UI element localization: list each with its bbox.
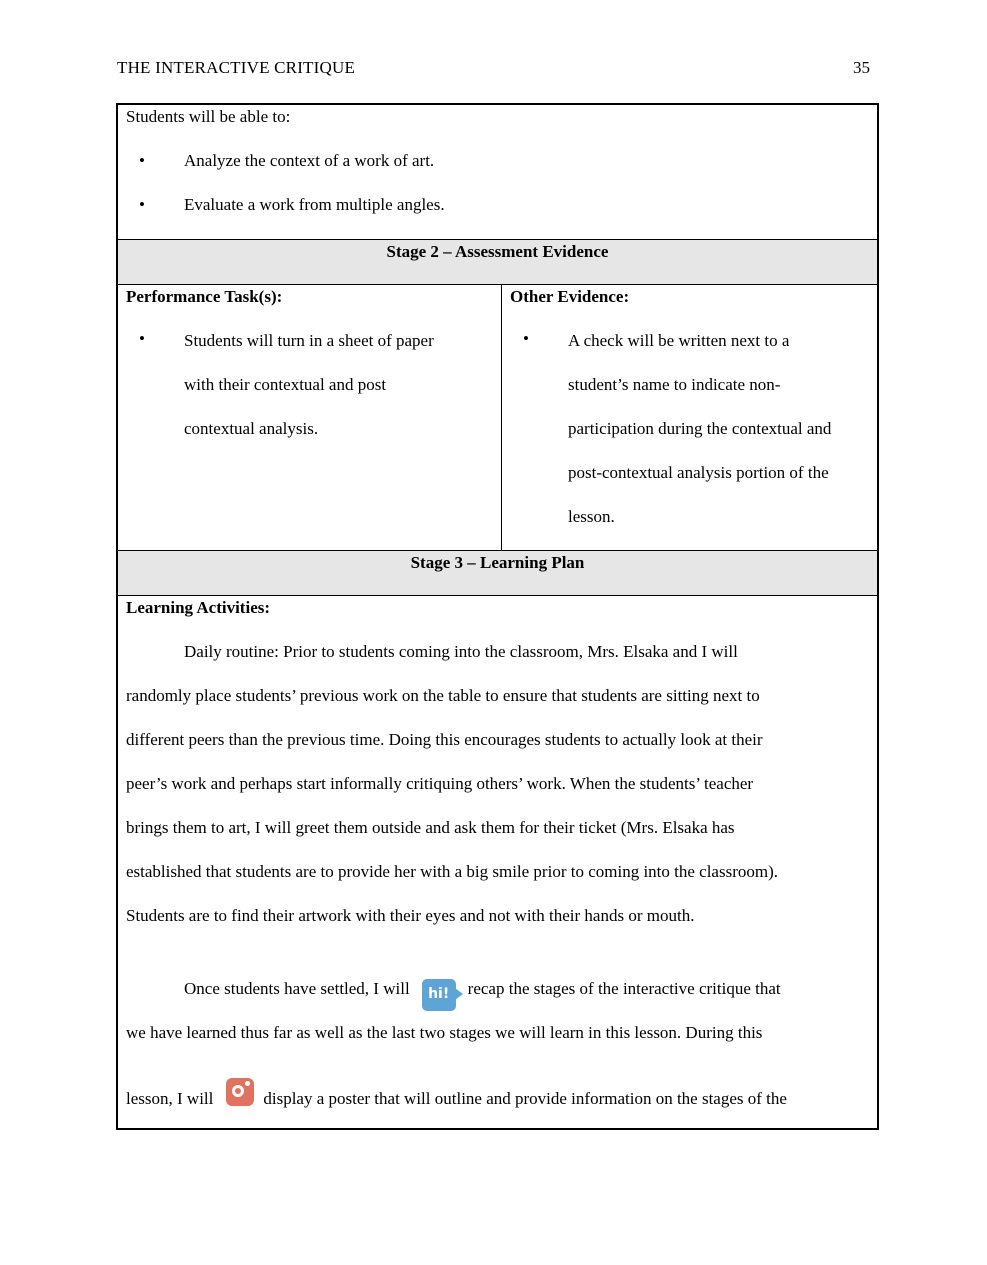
page-header bbox=[117, 58, 870, 80]
camera-icon bbox=[226, 1078, 254, 1106]
paragraph-line: Daily routine: Prior to students coming into the classroom, Mrs. Elsaka and I will bbox=[184, 642, 738, 661]
paragraph-line: lesson, I will display a poster that will outline and provide information on the stages of the bbox=[126, 1065, 869, 1113]
activities-heading: Learning Activities: bbox=[126, 598, 271, 617]
hi-sticker-icon: hi! bbox=[422, 979, 456, 1011]
list-item: • Analyze the context of a work of art. bbox=[139, 151, 435, 170]
objectives-row bbox=[118, 105, 877, 240]
paragraph-line: randomly place students’ previous work on the table to ensure that students are sitting next to bbox=[126, 686, 760, 705]
running-head: THE INTERACTIVE CRITIQUE bbox=[117, 58, 356, 77]
list-item: • A check will be written next to a student’s name to indicate non- participation during the contextual and post-contextual analysis portion of the lesson. bbox=[523, 329, 832, 526]
paragraph-line: different peers than the previous time. Doing this encourages students to actually look at their bbox=[126, 730, 763, 749]
stage3-heading: Stage 3 – Learning Plan bbox=[118, 551, 877, 596]
list-item: • Students will turn in a sheet of paper with their contextual and post contextual analysis. bbox=[139, 329, 434, 438]
paragraph-line: we have learned thus far as well as the last two stages we will learn in this lesson. During this bbox=[126, 1023, 763, 1042]
paragraph-line: Students are to find their artwork with their eyes and not with their hands or mouth. bbox=[126, 906, 695, 925]
learning-activities-row bbox=[118, 596, 877, 1128]
paragraph-line: Once students have settled, I will hi! recap the stages of the interactive critique that bbox=[126, 948, 869, 1021]
paragraph-line: brings them to art, I will greet them outside and ask them for their ticket (Mrs. Elsaka has bbox=[126, 818, 735, 837]
other-evidence-cell bbox=[502, 285, 877, 550]
stage2-heading: Stage 2 – Assessment Evidence bbox=[118, 240, 877, 285]
page-number: 35 bbox=[853, 58, 870, 77]
paragraph-line: peer’s work and perhaps start informally critiquing others’ work. When the students’ teacher bbox=[126, 774, 754, 793]
performance-heading: Performance Task(s): bbox=[126, 287, 283, 306]
lesson-plan-table bbox=[116, 103, 879, 1130]
assessment-row bbox=[118, 285, 877, 551]
other-heading: Other Evidence: bbox=[510, 287, 630, 306]
performance-task-cell bbox=[118, 285, 502, 550]
paragraph-line: established that students are to provide her with a big smile prior to coming into the classroom). bbox=[126, 862, 779, 881]
list-item: • Evaluate a work from multiple angles. bbox=[139, 195, 445, 214]
objectives-intro: Students will be able to: bbox=[126, 107, 291, 126]
